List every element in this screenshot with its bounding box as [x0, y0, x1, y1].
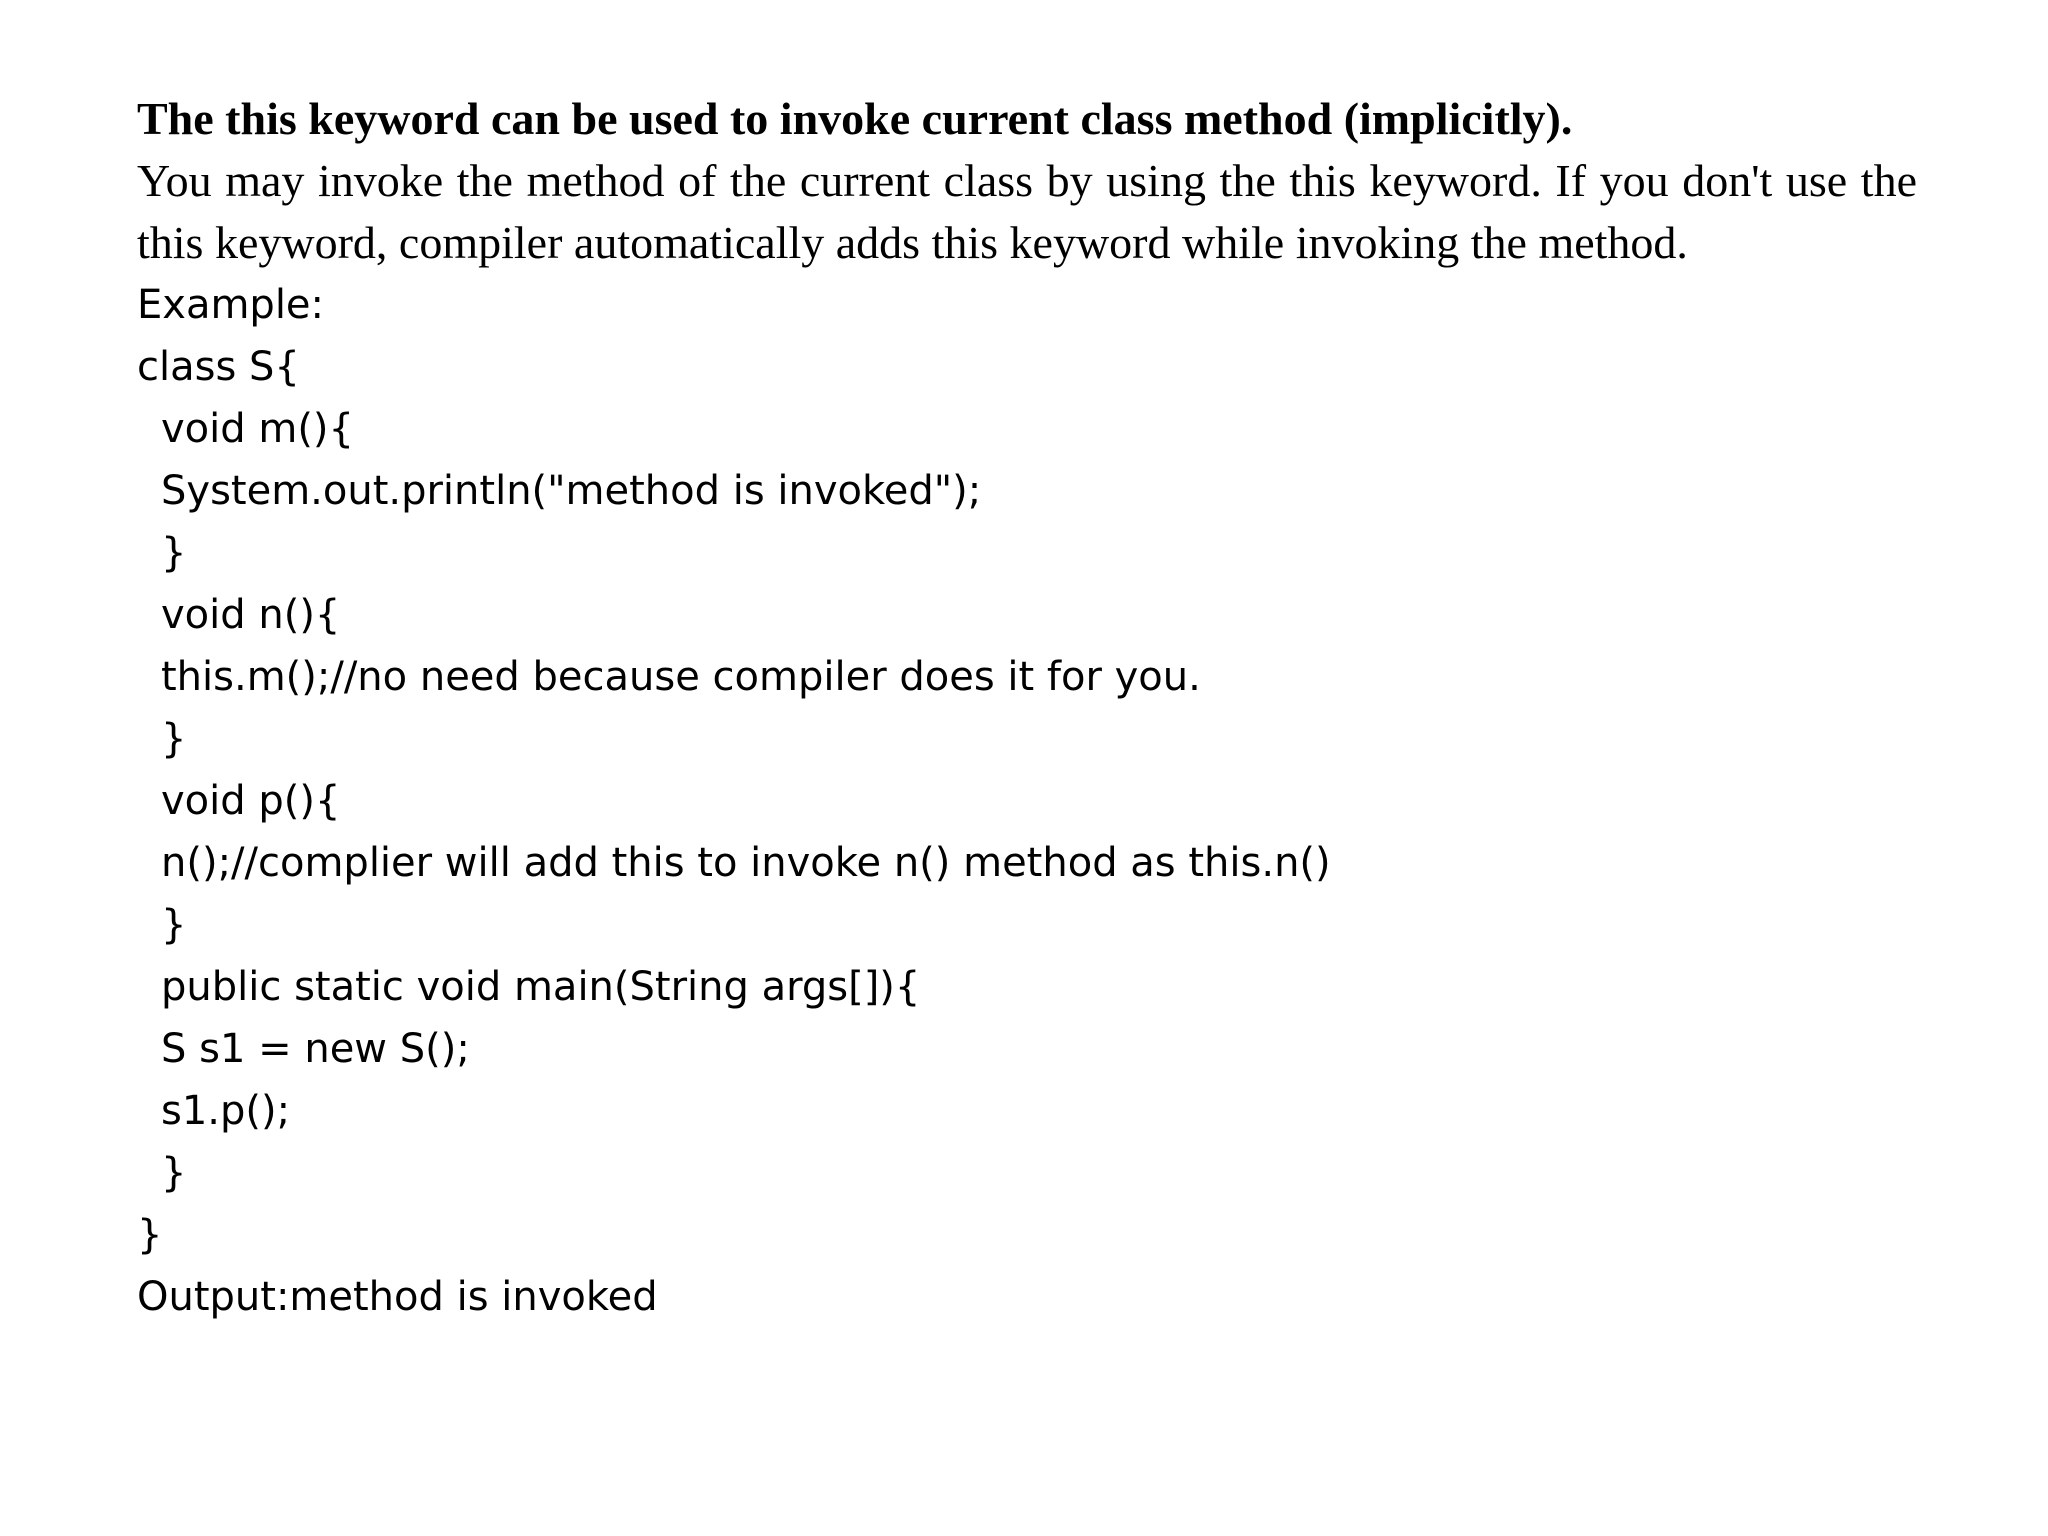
slide-content: [137, 88, 1917, 1328]
code-line: S s1 = new S();: [161, 1026, 470, 1072]
code-line: }: [161, 530, 187, 576]
code-line: }: [161, 716, 187, 762]
code-line: void p(){: [161, 778, 341, 824]
code-line: void n(){: [161, 592, 341, 638]
code-line: }: [161, 1150, 187, 1196]
slide-heading: The this keyword can be used to invoke current class method (implicitly).: [137, 93, 1573, 144]
code-line: }: [137, 1212, 163, 1258]
code-line: class S{: [137, 344, 300, 390]
code-line: public static void main(String args[]){: [161, 964, 921, 1010]
code-line: this.m();//no need because compiler does it for you.: [161, 654, 1201, 700]
code-example: [137, 336, 1917, 1266]
code-line: s1.p();: [161, 1088, 291, 1134]
code-line: }: [161, 902, 187, 948]
code-line: System.out.println("method is invoked");: [161, 468, 982, 514]
code-line: n();//complier will add this to invoke n() method as this.n(): [161, 840, 1331, 886]
example-label: Example:: [137, 282, 325, 328]
description-paragraph: You may invoke the method of the current class by using the this keyword. If you don't use the this keyword, compiler automatically adds this keyword while invoking the method.: [137, 155, 1917, 268]
code-line: void m(){: [161, 406, 354, 452]
output-line: Output:method is invoked: [137, 1274, 658, 1320]
